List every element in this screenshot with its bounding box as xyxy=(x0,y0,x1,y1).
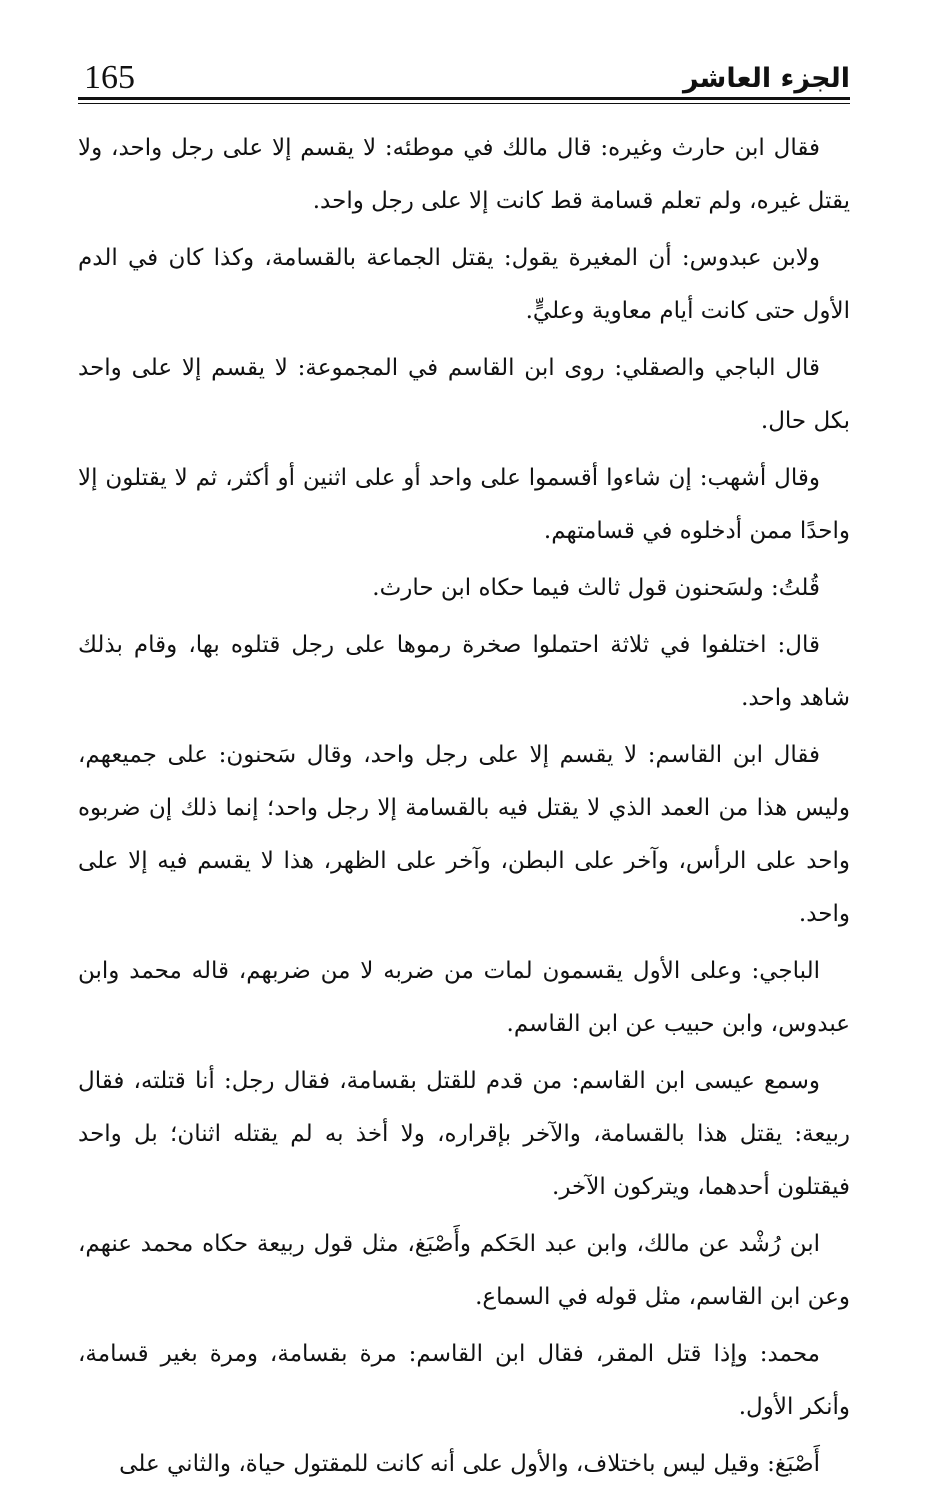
paragraph: قُلتُ: ولسَحنون قول ثالث فيما حكاه ابن حارث. xyxy=(372,575,820,601)
page-number: 165 xyxy=(84,59,135,96)
paragraph: ولابن عبدوس: أن المغيرة يقول: يقتل الجماعة بالقسامة، وكذا كان في الدم الأول حتى كانت أيام معاوية وعليٍّ. xyxy=(78,245,850,324)
paragraph: الباجي: وعلى الأول يقسمون لمات من ضربه لا من ضربهم، قاله محمد وابن عبدوس، وابن حبيب عن ابن القاسم. xyxy=(78,958,850,1037)
paragraph: وسمع عيسى ابن القاسم: من قدم للقتل بقسامة، فقال رجل: أنا قتلته، فقال ربيعة: يقتل هذا بالقسامة، والآخر بإقراره، ولا أخذ به لم يقتله اثنان؛ بل واحد فيقتلون أحدهما، ويتركون الآخر. xyxy=(78,1068,850,1200)
paragraph: قال: اختلفوا في ثلاثة احتملوا صخرة رموها على رجل قتلوه بها، وقام بذلك شاهد واحد. xyxy=(78,632,850,711)
paragraph: ابن رُشْد عن مالك، وابن عبد الحَكم وأَصْبَغ، مثل قول ربيعة حكاه محمد عنهم، وعن ابن القاسم، مثل قوله في السماع. xyxy=(78,1231,850,1310)
paragraph: وقال أشهب: إن شاءوا أقسموا على واحد أو على اثنين أو أكثر، ثم لا يقتلون إلا واحدًا ممن أدخلوه في قسامتهم. xyxy=(78,465,850,544)
header-rule-thick xyxy=(78,97,850,100)
paragraph: فقال ابن القاسم: لا يقسم إلا على رجل واحد، وقال سَحنون: على جميعهم، وليس هذا من العمد الذي لا يقتل فيه بالقسامة إلا رجل واحد؛ إنما ذلك إن ضربوه واحد على الرأس، وآخر على البطن، وآخر على الظهر، هذا لا يقسم فيه إلا على واحد. xyxy=(78,742,850,927)
body-text xyxy=(78,122,850,1495)
paragraph: محمد: وإذا قتل المقر، فقال ابن القاسم: مرة بقسامة، ومرة بغير قسامة، وأنكر الأول. xyxy=(78,1341,850,1420)
paragraph: فقال ابن حارث وغيره: قال مالك في موطئه: لا يقسم إلا على رجل واحد، ولا يقتل غيره، ولم تعلم قسامة قط كانت إلا على رجل واحد. xyxy=(78,135,850,214)
paragraph: أَصْبَغ: وقيل ليس باختلاف، والأول على أنه كانت للمقتول حياة، والثاني على xyxy=(119,1451,820,1477)
paragraph: قال الباجي والصقلي: روى ابن القاسم في المجموعة: لا يقسم إلا على واحد بكل حال. xyxy=(78,355,850,434)
running-title: الجزء العاشر xyxy=(683,63,850,94)
header-rule-thin xyxy=(78,103,850,104)
